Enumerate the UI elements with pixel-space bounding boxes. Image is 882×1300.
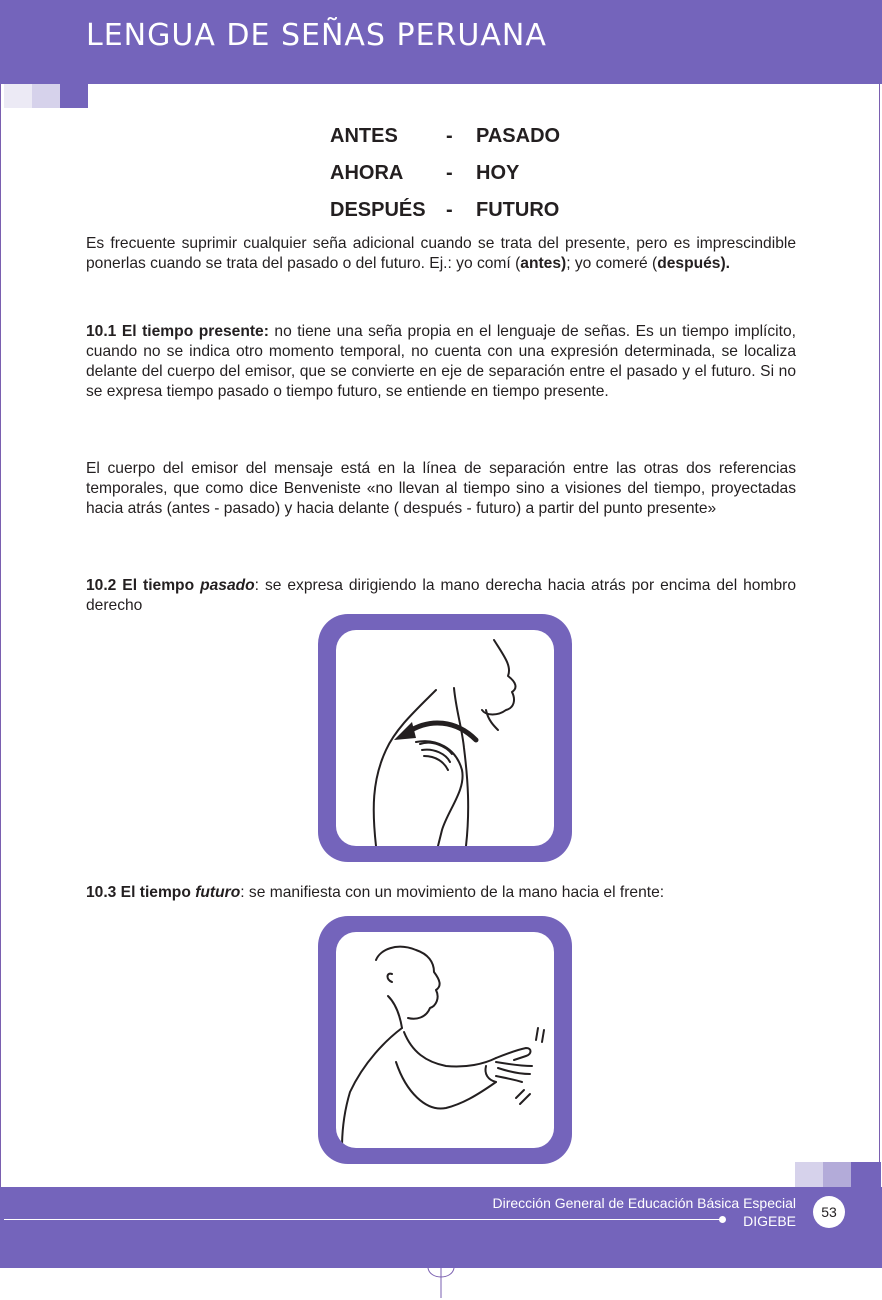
page-header-title: LENGUA DE SEÑAS PERUANA <box>86 18 547 53</box>
header-decoration <box>4 84 32 108</box>
time-pair-separator: - <box>446 199 453 221</box>
illustration-panel <box>336 932 554 1148</box>
body-paragraph: El cuerpo del emisor del mensaje está en la línea de separación entre las otras dos referencias temporales, que como dice Benveniste «no llevan al tiempo sino a visiones del tiempo, proyectadas hacia atrás (antes - pasado) y hacia delante ( después - futuro) a partir del punto presente» <box>86 460 796 517</box>
time-pair-right: HOY <box>476 162 520 184</box>
header-decoration <box>32 84 60 108</box>
header-decoration <box>60 84 88 108</box>
time-pair-left: AHORA <box>330 162 404 184</box>
intro-bold: antes) <box>520 255 567 272</box>
time-pairs-list <box>330 118 630 229</box>
past-sign-drawing <box>336 630 554 846</box>
footer-organization: Dirección General de Educación Básica Especial <box>492 1195 796 1211</box>
present-tense-paragraph <box>86 322 796 402</box>
crop-mark-icon <box>426 1268 456 1298</box>
past-tense-paragraph <box>86 576 796 616</box>
intro-text: ; yo comeré ( <box>566 255 658 272</box>
time-pair-left: ANTES <box>330 125 398 147</box>
footer-decoration <box>795 1162 823 1187</box>
time-pair-row <box>330 192 630 229</box>
time-pair-left: DESPUÉS <box>330 199 426 221</box>
time-pair-separator: - <box>446 162 453 184</box>
past-sign-illustration <box>318 614 572 862</box>
time-pair-row <box>330 155 630 192</box>
footer-dot <box>719 1216 726 1223</box>
intro-text: Es frecuente suprimir cualquier seña adicional cuando se trata del presente, pero es imprescindible ponerlas cuando se trata del pasado o del futuro. Ej.: yo comí ( <box>86 235 796 272</box>
footer-decoration <box>823 1162 851 1187</box>
section-heading-italic: futuro <box>195 884 241 901</box>
time-pair-right: FUTURO <box>476 199 560 221</box>
section-body: no tiene una seña propia en el lenguaje de señas. Es un tiempo implícito, cuando no se indica otro momento temporal, no cuenta con una expresión determinada, se localiza delante del cuerpo del emisor, que se convierte en eje de separación entre el pasado y el futuro. Si no se expresa tiempo pasado o tiempo futuro, se entiende en tiempo presente. <box>86 323 796 400</box>
footer-abbreviation: DIGEBE <box>743 1213 796 1229</box>
section-heading-italic: pasado <box>200 577 255 594</box>
section-heading: 10.1 El tiempo presente: <box>86 323 269 340</box>
section-heading-prefix: 10.3 El tiempo <box>86 884 196 901</box>
footer-divider <box>4 1219 722 1220</box>
intro-bold: después). <box>657 255 731 272</box>
future-sign-drawing <box>336 932 554 1148</box>
section-body: : se manifiesta con un movimiento de la mano hacia el frente: <box>240 884 665 901</box>
section-heading-prefix: 10.2 El tiempo <box>86 577 201 594</box>
time-pair-separator: - <box>446 125 453 147</box>
intro-paragraph <box>86 234 796 274</box>
page-number: 53 <box>813 1196 845 1228</box>
time-pair-right: PASADO <box>476 125 561 147</box>
time-pair-row <box>330 118 630 155</box>
future-tense-paragraph <box>86 883 796 903</box>
footer-decoration <box>851 1162 881 1187</box>
header-bar <box>0 0 882 84</box>
section-heading <box>86 884 240 901</box>
future-sign-illustration <box>318 916 572 1164</box>
section-heading <box>86 577 255 594</box>
section-body: : se expresa dirigiendo la mano derecha hacia atrás por encima del hombro derecho <box>86 577 796 614</box>
illustration-panel <box>336 630 554 846</box>
